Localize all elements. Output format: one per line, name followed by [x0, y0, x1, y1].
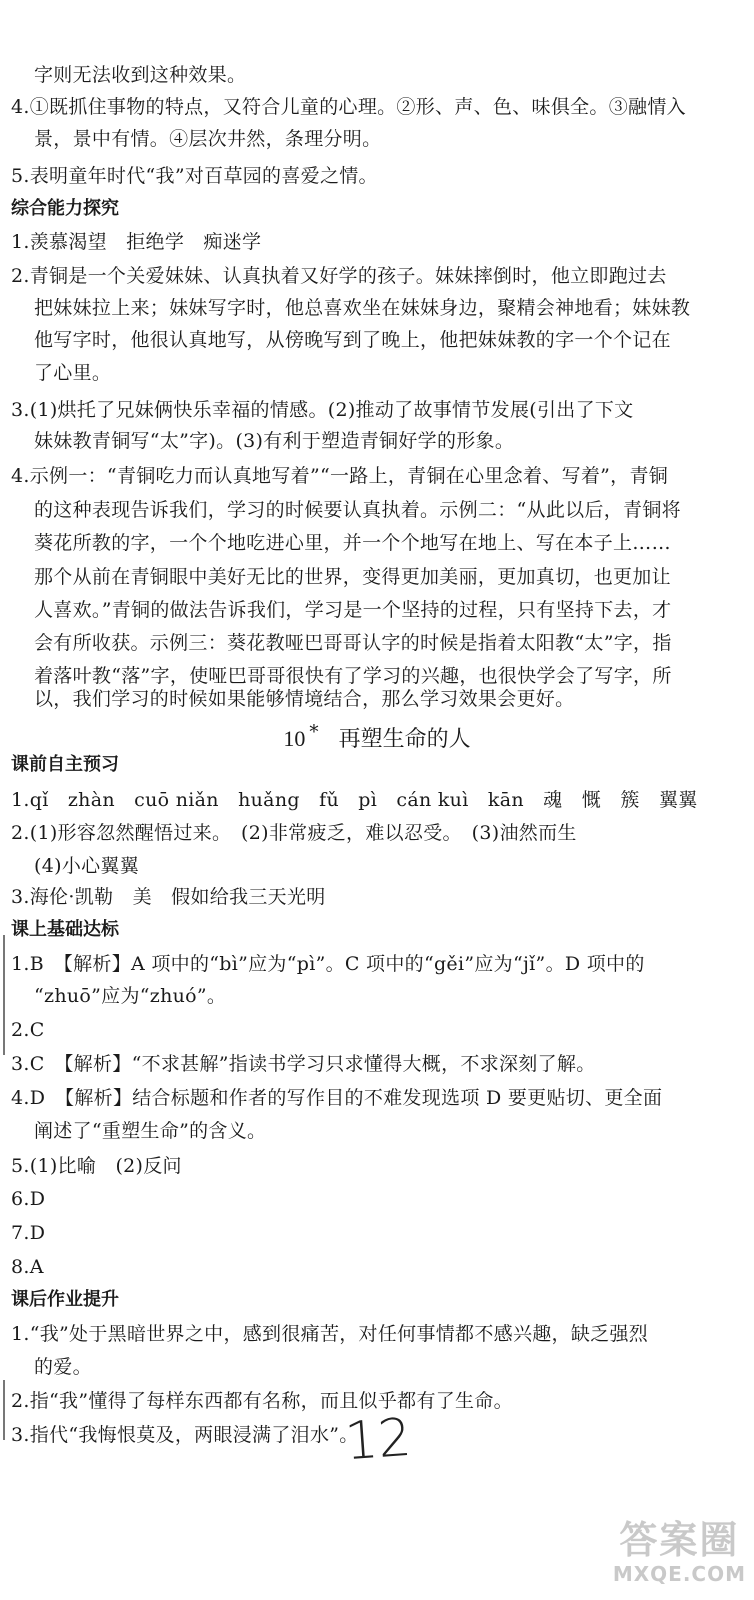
- text-line: 妹妹教青铜写“太”字)。(3)有利于塑造青铜好学的形象。: [34, 430, 515, 452]
- text-line: (4)小心翼翼: [34, 855, 140, 877]
- text-line: 着落叶教“落”字，使哑巴哥哥很快有了学习的兴趣，也很快学会了写字，所: [34, 665, 672, 687]
- text-line: 那个从前在青铜眼中美好无比的世界，变得更加美丽，更加真切，也更加让: [34, 566, 671, 588]
- text-line: 5.(1)比喻 (2)反问: [11, 1155, 182, 1177]
- text-line: 7.D: [11, 1222, 46, 1244]
- text-line: “zhuō”应为“zhuó”。: [34, 985, 227, 1007]
- text-line: 1.“我”处于黑暗世界之中，感到很痛苦，对任何事情都不感兴趣，缺乏强烈: [11, 1323, 649, 1345]
- text-line: 的爱。: [34, 1356, 92, 1378]
- text-line: 3.海伦·凯勒 美 假如给我三天光明: [11, 886, 326, 908]
- text-line: 3.指代“我悔恨莫及，两眼浸满了泪水”。: [11, 1424, 359, 1446]
- lesson-number: 10: [283, 726, 306, 752]
- text-line: 6.D: [11, 1188, 46, 1210]
- margin-mark: [3, 1380, 5, 1440]
- text-line: 2.(1)形容忽然醒悟过来。 (2)非常疲乏，难以忍受。 (3)油然而生: [11, 822, 577, 844]
- text-line: 3.(1)烘托了兄妹俩快乐幸福的情感。(2)推动了故事情节发展(引出了下文: [11, 399, 634, 421]
- text-line: 以，我们学习的时候如果能够情境结合，那么学习效果会更好。: [34, 688, 575, 710]
- text-line: 1.羡慕渴望 拒绝学 痴迷学: [11, 231, 262, 253]
- text-line: 3.C 【解析】“不求甚解”指读书学习只求懂得大概，不求深刻了解。: [11, 1053, 596, 1075]
- text-line: 1.qǐ zhàn cuō niǎn huǎng fǔ pì cán kuì kān 魂 慨 簇 翼翼: [11, 789, 698, 811]
- text-line: 人喜欢。”青铜的做法告诉我们，学习是一个坚持的过程，只有坚持下去，才: [34, 599, 672, 621]
- text-line: 2.C: [11, 1019, 45, 1041]
- margin-mark: [3, 935, 5, 1055]
- text-line: 1.B 【解析】A 项中的“bì”应为“pì”。C 项中的“gěi”应为“jǐ”。D 项中的: [11, 953, 645, 975]
- text-line: 4.①既抓住事物的特点，又符合儿童的心理。②形、声、色、味俱全。③融情入: [11, 96, 686, 118]
- section-heading-ks: 课上基础达标: [11, 919, 119, 940]
- text-line: 景，景中有情。④层次井然，条理分明。: [34, 128, 382, 150]
- text-line: 的这种表现告诉我们，学习的时候要认真执着。示例二：“从此以后，青铜将: [34, 499, 681, 521]
- lesson-title-text: 再塑生命的人: [338, 727, 471, 753]
- lesson-mark: *: [309, 722, 319, 743]
- section-heading-kh: 课后作业提升: [11, 1289, 119, 1310]
- text-line: 会有所收获。示例三：葵花教哑巴哥哥认字的时候是指着太阳教“太”字，指: [34, 632, 672, 654]
- text-line: 5.表明童年时代“我”对百草园的喜爱之情。: [11, 165, 378, 187]
- text-line: 2.指“我”懂得了每样东西都有名称，而且似乎都有了生命。: [11, 1390, 513, 1412]
- text-line: 阐述了“重塑生命”的含义。: [34, 1120, 267, 1142]
- text-line: 葵花所教的字，一个个地吃进心里，并一个个地写在地上、写在本子上……: [34, 532, 671, 554]
- text-line: 他写字时，他很认真地写，从傍晚写到了晚上，他把妹妹教的字一个个记在: [34, 329, 671, 351]
- text-line: 4.D 【解析】结合标题和作者的写作目的不难发现选项 D 要更贴切、更全面: [11, 1087, 663, 1109]
- text-line: 把妹妹拉上来；妹妹写字时，他总喜欢坐在妹妹身边，聚精会神地看；妹妹教: [34, 297, 691, 319]
- handwritten-page-number: 12: [342, 1407, 414, 1473]
- text-line: 8.A: [11, 1256, 44, 1278]
- section-heading-kq: 课前自主预习: [11, 754, 119, 775]
- watermark: [613, 1518, 746, 1586]
- text-line: 2.青铜是一个关爱妹妹、认真执着又好学的孩子。妹妹摔倒时，他立即跑过去: [11, 265, 667, 287]
- text-line: 4.示例一：“青铜吃力而认真地写着”“一路上，青铜在心里念着、写着”，青铜: [11, 465, 669, 487]
- section-heading-zonghe: 综合能力探究: [11, 198, 119, 219]
- watermark-logo: 答案圈: [619, 1518, 740, 1562]
- text-line: 了心里。: [34, 362, 112, 384]
- lesson-title: [0, 718, 754, 755]
- text-line: 字则无法收到这种效果。: [34, 64, 247, 86]
- watermark-site: MXQE.COM: [612, 1562, 746, 1586]
